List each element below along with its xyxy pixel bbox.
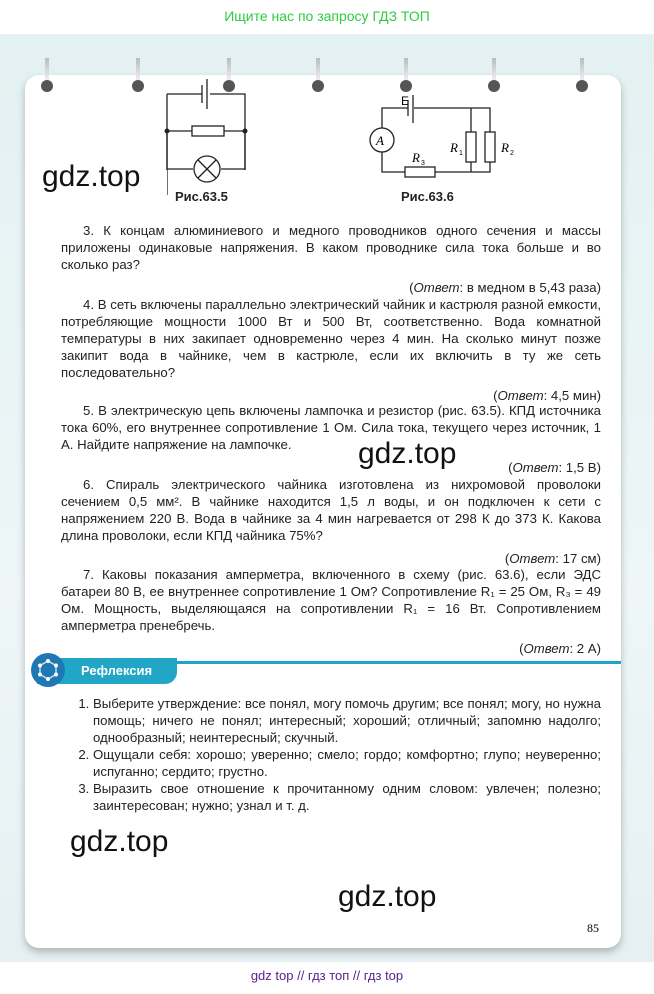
problem-7: 7. Каковы показания амперметра, включенного в схему (рис. 63.6), если ЭДС батареи 80 В, ее внутреннее сопротивление 1 Ом? Сопротивление R₁ = 25 Ом, R₃ = 49 Ом. Мощность, выделяющаяся на сопротивлении R₁ = 16 Вт. Сопротивлением амперметра пренебречь. (Ответ: 2 А)	[61, 567, 601, 656]
circuit-diagram-63-5	[155, 75, 275, 195]
ammeter-label: A	[376, 133, 384, 148]
problem-6: 6. Спираль электрического чайника изготовлена из нихромовой проволоки сечением 0,5 мм². В чайнике находится 1,5 л воды, и он подключен к сети с напряжением 220 В. Вода в чайнике за 4 мин нагревается от 298 К до 373 К. Какова длина проволоки, если КПД чайника 75%? (Ответ: 17 см)	[61, 477, 601, 566]
watermark: gdz.top	[358, 437, 457, 470]
answer: (Ответ: 1,5 В)	[508, 460, 601, 475]
list-item: 1. Выберите утверждение: все понял, могу помочь другим; все понял; могу, но нужна помощь; ничего не понял; интересный; хороший; отличный; запомню надолго; однообразный; неинтересный; скучный.	[93, 695, 601, 746]
svg-text:R: R	[450, 140, 458, 155]
problem-3: 3. К концам алюминиевого и медного проводников одного сечения и массы приложены одинаковые напряжения. В каком проводнике сила тока больше и во сколько раз? (Ответ: в медном в 5,43 раза)	[61, 223, 601, 295]
list-item: 2. Ощущали себя: хорошо; уверенно; смело; гордо; комфортно; глупо; неуверенно; испуганно; сердито; грустно.	[93, 746, 601, 780]
svg-text:2: 2	[510, 150, 514, 157]
ring-icon	[41, 58, 53, 96]
ring-icon	[312, 58, 324, 96]
problem-5: 5. В электрическую цепь включены лампочка и резистор (рис. 63.5). КПД источника тока 60%, его внутреннее сопротивление 1 Ом. Сила тока, текущего через источник, 1 А. Найдите напряжение на лампочке. (Ответ: 1,5 В)	[61, 403, 601, 475]
answer: (Ответ: 4,5 мин)	[493, 388, 601, 403]
circuit-diagram-63-6	[365, 90, 515, 190]
reflection-heading: Рефлексия	[37, 658, 177, 684]
svg-text:3: 3	[421, 160, 425, 167]
emf-label: E	[401, 94, 410, 108]
footer-links[interactable]: gdz top // гдз топ // гдз top	[250, 968, 404, 983]
molecule-icon	[31, 653, 65, 687]
watermark: gdz.top	[338, 880, 437, 913]
page-number: 85	[587, 921, 599, 935]
watermark: gdz.top	[42, 160, 141, 193]
answer: (Ответ: 17 см)	[504, 551, 601, 566]
answer: (Ответ: в медном в 5,43 раза)	[409, 280, 601, 295]
problem-4: 4. В сеть включены параллельно электрический чайник и кастрюля разной емкости, потребляющие мощности 1000 Вт и 500 Вт, соответственно. Вода комнатной температуры в них закипает одновременно через 4 мин. На сколько минут позже закипит вода в чайнике, чем в кастрюле, если их включить в ту же сеть последовательно? (Ответ: 4,5 мин)	[61, 297, 601, 403]
watermark: gdz.top	[70, 825, 169, 858]
reflection-list	[71, 695, 601, 814]
notebook-page	[25, 75, 621, 948]
top-banner[interactable]: Ищите нас по запросу ГДЗ ТОП	[224, 8, 430, 24]
svg-text:R: R	[412, 150, 420, 165]
list-item: 3. Выразить свое отношение к прочитанному одним словом: увлечен; полезно; заинтересован; нужно; узнал и т. д.	[93, 780, 601, 814]
answer: (Ответ: 2 А)	[519, 641, 601, 656]
figure-caption-63-5: Рис.63.5	[175, 189, 228, 204]
figure-caption-63-6: Рис.63.6	[401, 189, 454, 204]
ring-icon	[132, 58, 144, 96]
svg-text:R: R	[501, 140, 509, 155]
svg-text:1: 1	[459, 150, 463, 157]
ring-icon	[576, 58, 588, 96]
